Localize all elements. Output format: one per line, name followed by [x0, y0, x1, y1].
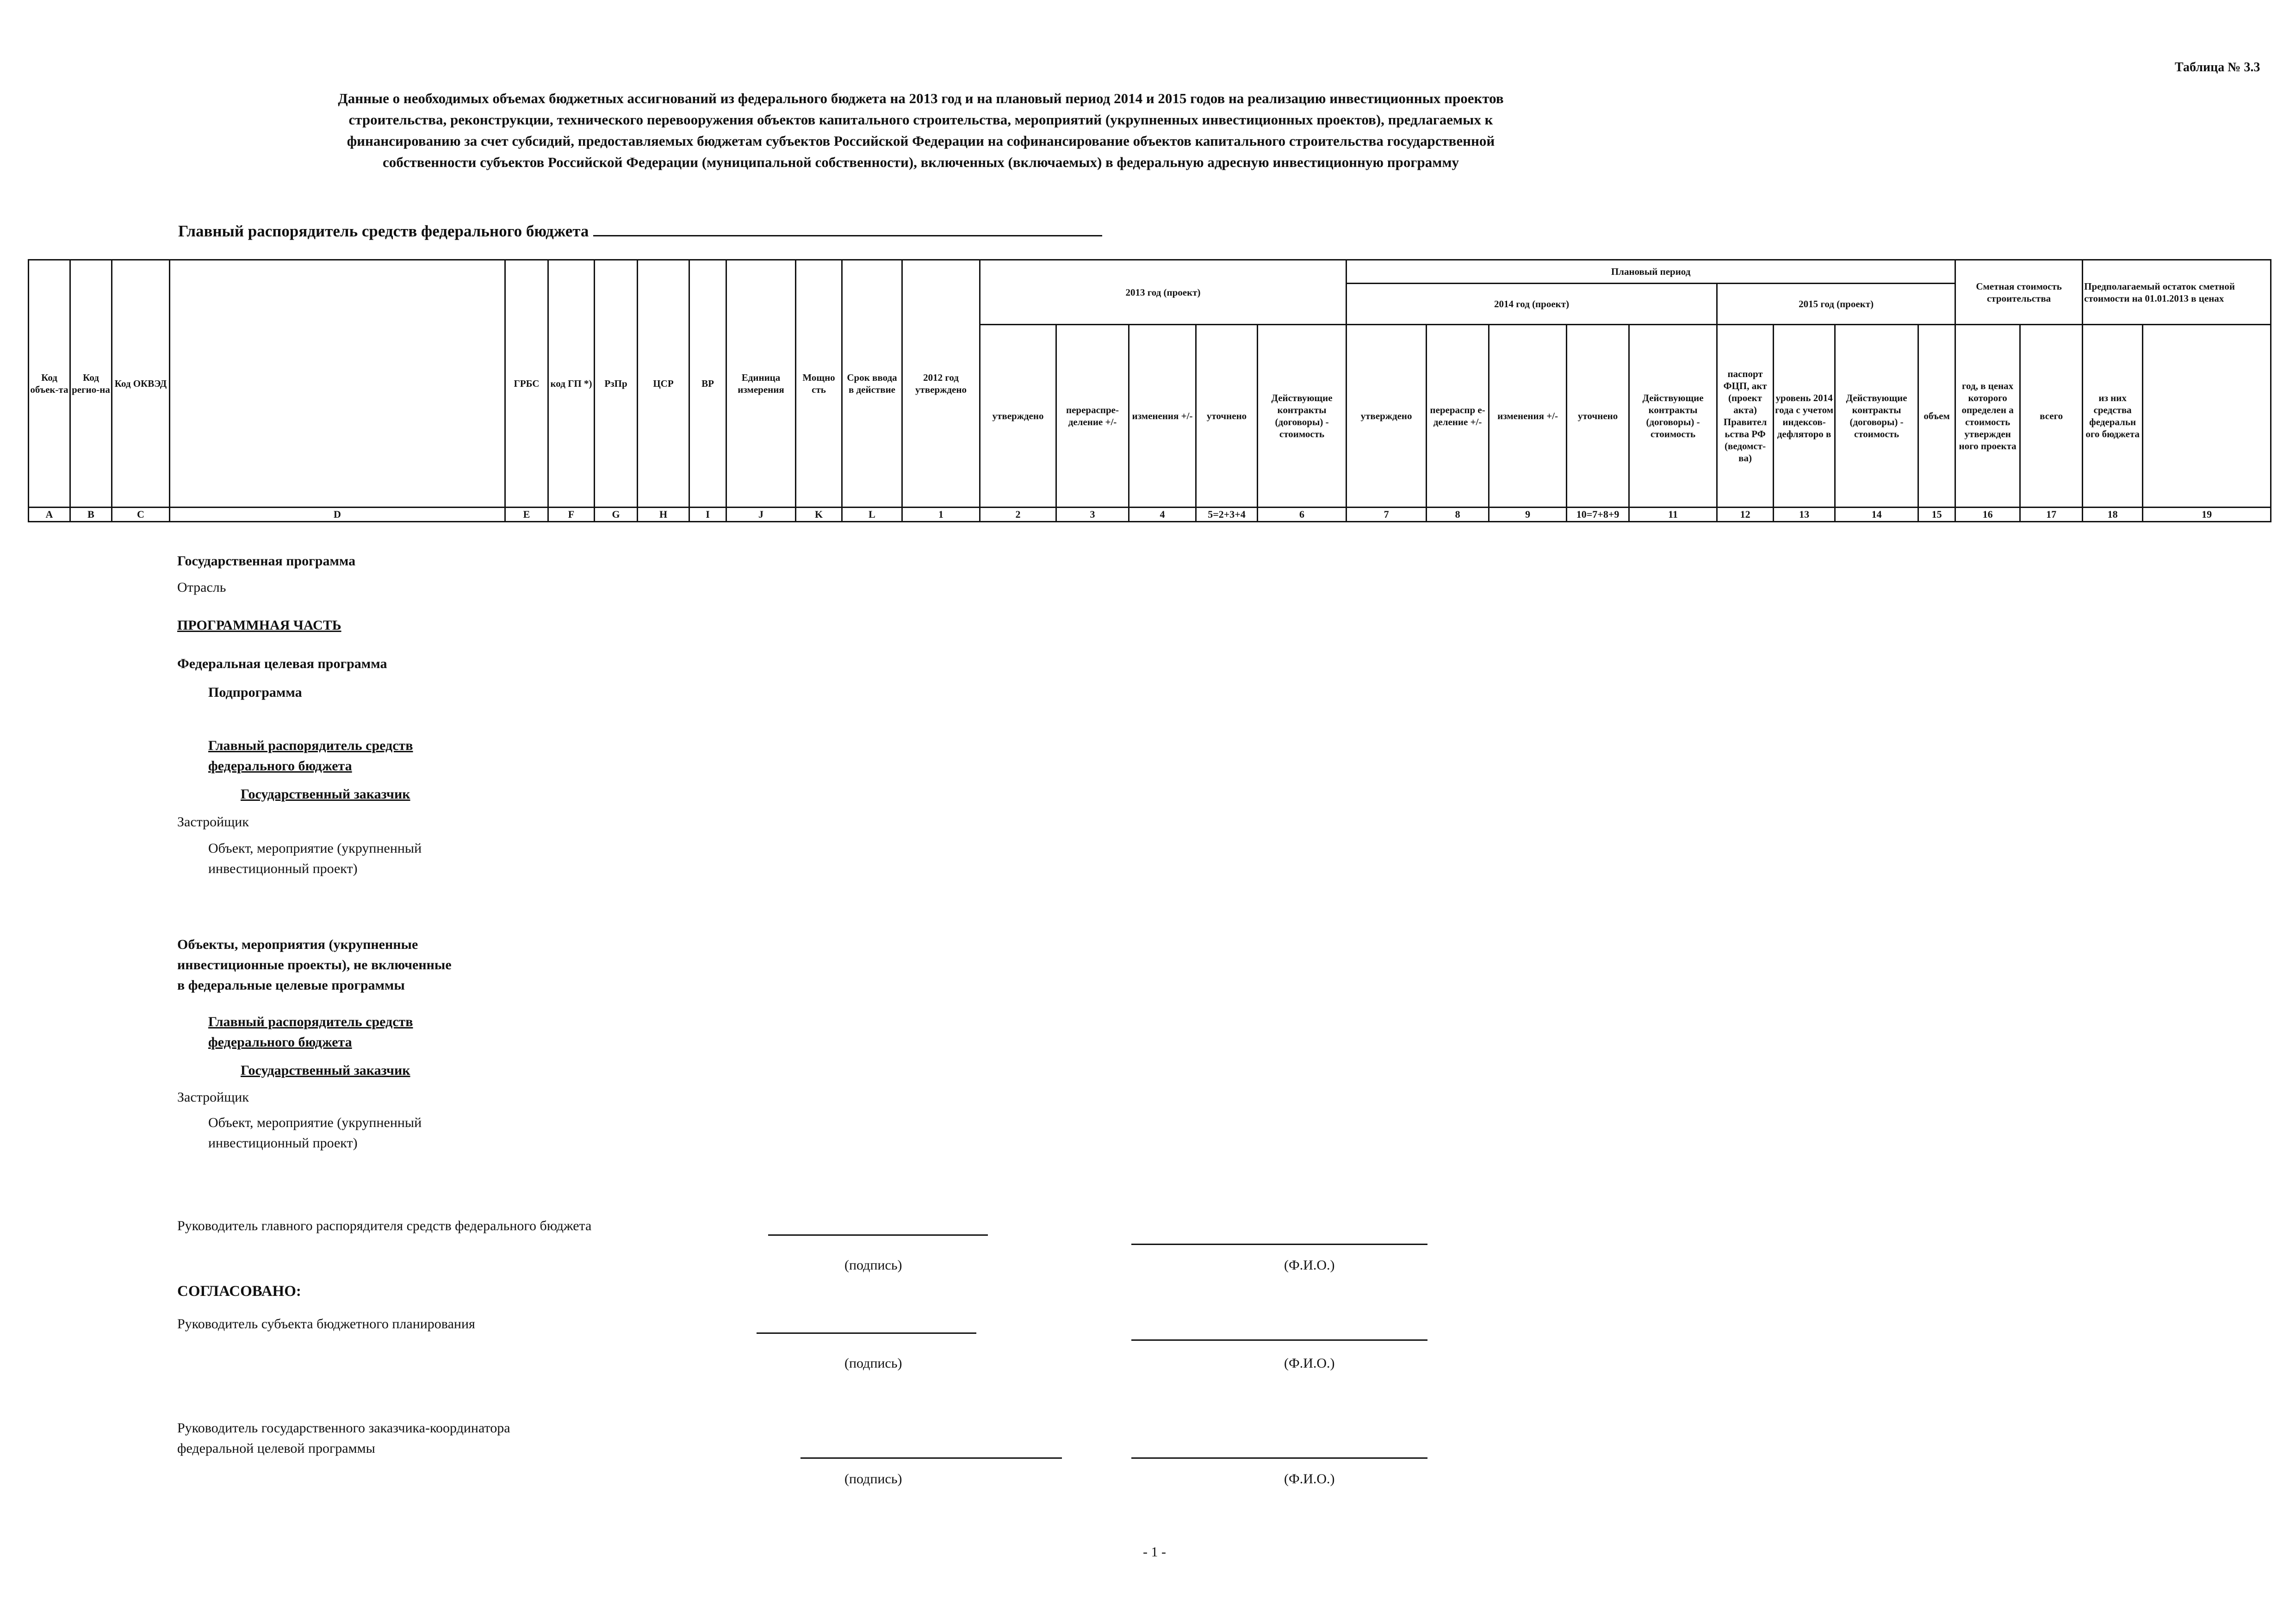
column-letter: 14 — [1835, 508, 1918, 522]
column-letter: D — [170, 508, 505, 522]
hdr-vr: ВР — [689, 260, 726, 508]
signature-caption-1: (подпись) — [844, 1258, 902, 1273]
hdr-unit: Единица измерения — [726, 260, 796, 508]
not-included-line-2: инвестиционные проекты), не включенные — [177, 957, 452, 973]
fio-line-2 — [1131, 1339, 1427, 1341]
object-block-1 — [208, 838, 422, 879]
hdr-c7: утверждено — [1347, 325, 1427, 508]
column-letter: G — [595, 508, 638, 522]
grbs-block-1 — [208, 736, 413, 776]
hdr-term: Срок ввода в действие — [842, 260, 902, 508]
head-subject-label: Руководитель субъекта бюджетного планирования — [177, 1316, 475, 1332]
grbs-line-2: федерального бюджета — [208, 1035, 352, 1050]
hdr-c10: уточнено — [1567, 325, 1629, 508]
budget-table — [28, 259, 2271, 522]
grbs-field — [178, 221, 1102, 241]
program-part-heading: ПРОГРАММНАЯ ЧАСТЬ — [177, 618, 341, 633]
hdr-c12: паспорт ФЦП, акт (проект акта) Правител ьства РФ (ведомст-ва) — [1717, 325, 1774, 508]
head-customer-line-1: Руководитель государственного заказчика-координатора — [177, 1420, 510, 1436]
title-line: Данные о необходимых объемах бюджетных ассигнований из федерального бюджета на 2013 год и на плановый период 2014 и 2015 годов на реализацию инвестиционных проектов — [338, 90, 1504, 106]
column-letter: 17 — [2020, 508, 2083, 522]
agreed-label: СОГЛАСОВАНО: — [177, 1283, 301, 1300]
letters-row — [29, 508, 2271, 522]
column-letter: E — [505, 508, 548, 522]
hdr-c18: из них средства федеральн ого бюджета — [2083, 325, 2143, 508]
hdr-csr: ЦСР — [638, 260, 689, 508]
column-letter: 15 — [1918, 508, 1955, 522]
hdr-rzpr: РзПр — [595, 260, 638, 508]
hdr-c4: изменения +/- — [1129, 325, 1196, 508]
head-customer-block — [177, 1418, 510, 1459]
hdr-c5: уточнено — [1196, 325, 1258, 508]
customer-label-2: Государственный заказчик — [241, 1063, 410, 1078]
object-block-2 — [208, 1113, 422, 1153]
column-letter: 2 — [980, 508, 1056, 522]
hdr-c13: уровень 2014 года с учетом индексов-дефляторо в — [1774, 325, 1835, 508]
column-letter: 1 — [902, 508, 980, 522]
column-letter: 5=2+3+4 — [1196, 508, 1258, 522]
fio-line-1 — [1131, 1244, 1427, 1245]
column-letter: 7 — [1347, 508, 1427, 522]
hdr-c9: изменения +/- — [1489, 325, 1567, 508]
developer-label-1: Застройщик — [177, 814, 249, 830]
hdr-c6: Действующие контракты (договоры) - стоимость — [1258, 325, 1347, 508]
column-letter: 19 — [2143, 508, 2271, 522]
hdr-kod-okved: Код ОКВЭД — [112, 260, 170, 508]
document-title — [157, 88, 1684, 173]
hdr-grbs: ГРБС — [505, 260, 548, 508]
hdr-d-blank — [170, 260, 505, 508]
column-letter: A — [29, 508, 70, 522]
gos-program-label: Государственная программа — [177, 553, 356, 569]
head-grbs-label: Руководитель главного распорядителя средств федерального бюджета — [177, 1218, 592, 1233]
fcp-label: Федеральная целевая программа — [177, 656, 387, 671]
column-letter: 9 — [1489, 508, 1567, 522]
column-letter: L — [842, 508, 902, 522]
not-included-line-1: Объекты, мероприятия (укрупненные — [177, 937, 418, 952]
hdr-2013: 2013 год (проект) — [980, 260, 1347, 325]
column-letter: I — [689, 508, 726, 522]
object-line-2: инвестиционный проект) — [208, 1135, 358, 1151]
hdr-c14: Действующие контракты (договоры) - стоимость — [1835, 325, 1918, 508]
hdr-kod-regiona: Код регио-на — [70, 260, 112, 508]
not-included-block — [177, 935, 452, 996]
column-letter: 16 — [1955, 508, 2020, 522]
column-letter: H — [638, 508, 689, 522]
hdr-kod-gp: код ГП *) — [548, 260, 595, 508]
grbs-line-1: Главный распорядитель средств — [208, 1014, 413, 1029]
column-letter: 6 — [1258, 508, 1347, 522]
table-number: Таблица № 3.3 — [2175, 60, 2260, 74]
fio-caption-2: (Ф.И.О.) — [1284, 1356, 1335, 1371]
column-letter: K — [796, 508, 842, 522]
signature-line-1 — [768, 1234, 988, 1236]
signature-caption-3: (подпись) — [844, 1471, 902, 1487]
signature-line-3 — [800, 1457, 1062, 1459]
grbs-line-2: федерального бюджета — [208, 758, 352, 774]
column-letter: 13 — [1774, 508, 1835, 522]
title-line: собственности субъектов Российской Федерации (муниципальной собственности), включенных (включаемых) в федеральную адресную инвестиционную программу — [383, 154, 1459, 170]
grbs-label: Главный распорядитель средств федерального бюджета — [178, 222, 589, 240]
column-letter: 18 — [2083, 508, 2143, 522]
column-letter: J — [726, 508, 796, 522]
grbs-line-1: Главный распорядитель средств — [208, 738, 413, 753]
hdr-c8: перераспр е-деление +/- — [1427, 325, 1489, 508]
hdr-c16: год, в ценах которого определен а стоимость утвержден ного проекта — [1955, 325, 2020, 508]
column-letter: 10=7+8+9 — [1567, 508, 1629, 522]
hdr-2012: 2012 год утверждено — [902, 260, 980, 508]
developer-label-2: Застройщик — [177, 1090, 249, 1105]
column-letter: 11 — [1629, 508, 1717, 522]
page-number: - 1 - — [1143, 1544, 1166, 1560]
column-letter: 4 — [1129, 508, 1196, 522]
column-letter: 12 — [1717, 508, 1774, 522]
hdr-power: Мощно сть — [796, 260, 842, 508]
hdr-c17: всего — [2020, 325, 2083, 508]
hdr-kod-obekta: Код объек-та — [29, 260, 70, 508]
grbs-block-2 — [208, 1012, 413, 1053]
head-customer-line-2: федеральной целевой программы — [177, 1441, 375, 1456]
column-letter: 8 — [1427, 508, 1489, 522]
fio-caption-3: (Ф.И.О.) — [1284, 1471, 1335, 1487]
object-line-2: инвестиционный проект) — [208, 861, 358, 876]
hdr-c2: утверждено — [980, 325, 1056, 508]
column-letter: B — [70, 508, 112, 522]
grbs-blank-line — [593, 221, 1102, 236]
not-included-line-3: в федеральные целевые программы — [177, 978, 405, 993]
signature-caption-2: (подпись) — [844, 1356, 902, 1371]
fio-caption-1: (Ф.И.О.) — [1284, 1258, 1335, 1273]
hdr-c15: объем — [1918, 325, 1955, 508]
object-line-1: Объект, мероприятие (укрупненный — [208, 1115, 422, 1130]
column-letter: C — [112, 508, 170, 522]
hdr-2014: 2014 год (проект) — [1347, 284, 1717, 325]
branch-label: Отрасль — [177, 580, 226, 595]
hdr-remaining: Предполагаемый остаток сметной стоимости на 01.01.2013 в ценах — [2083, 260, 2271, 325]
hdr-planned-period: Плановый период — [1347, 260, 1955, 284]
hdr-c3: перераспре-деление +/- — [1056, 325, 1129, 508]
subprogram-label: Подпрограмма — [208, 685, 302, 700]
title-line: строительства, реконструкции, технического перевооружения объектов капитального строительства, мероприятий (укрупненных инвестиционных проектов), предлагаемых к — [348, 112, 1493, 128]
fio-line-3 — [1131, 1457, 1427, 1459]
hdr-2015: 2015 год (проект) — [1717, 284, 1955, 325]
object-line-1: Объект, мероприятие (укрупненный — [208, 841, 422, 856]
column-letter: 3 — [1056, 508, 1129, 522]
signature-line-2 — [757, 1332, 976, 1334]
hdr-c11: Действующие контракты (договоры) - стоимость — [1629, 325, 1717, 508]
column-letter: F — [548, 508, 595, 522]
title-line: финансированию за счет субсидий, предоставляемых бюджетам субъектов Российской Федерации на софинансирование объектов капитального строительства государственной — [347, 133, 1495, 149]
hdr-estimate: Сметная стоимость строительства — [1955, 260, 2083, 325]
customer-label-1: Государственный заказчик — [241, 787, 410, 802]
